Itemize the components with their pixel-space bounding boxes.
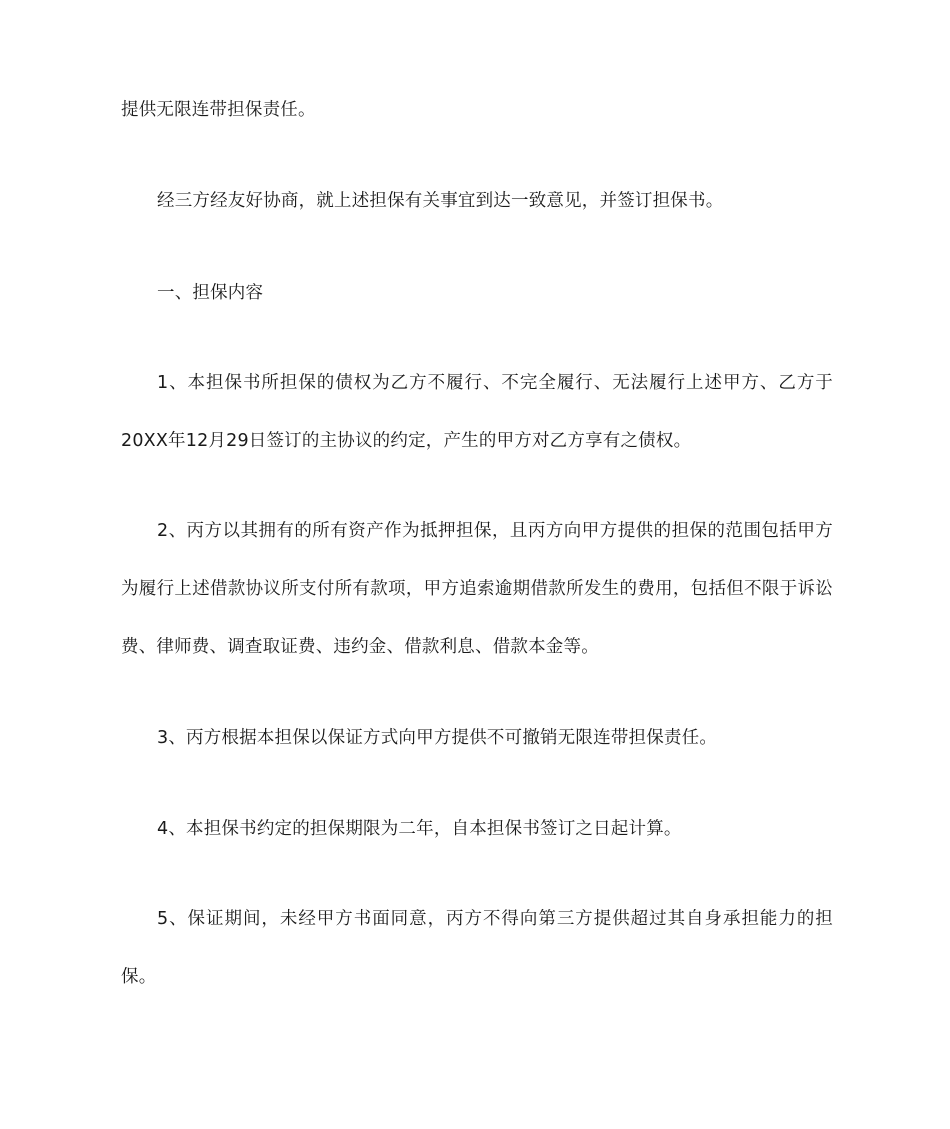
paragraph-agreement: 经三方经友好协商，就上述担保有关事宜到达一致意见，并签订担保书。 <box>157 191 724 211</box>
clause-2: 2、丙方以其拥有的所有资产作为抵押担保，且丙方向甲方提供的担保的范围包括甲方为履行上述借款协议所支付所有款项，甲方追索逾期借款所发生的费用，包括但不限于诉讼费、律师费、调查取证费、违约金、借款利息、借款本金等。 <box>121 521 833 657</box>
clause-3: 3、丙方根据本担保以保证方式向甲方提供不可撤销无限连带担保责任。 <box>157 728 718 748</box>
section-heading-guarantee-content: 一、担保内容 <box>157 283 264 303</box>
clause-1: 1、本担保书所担保的债权为乙方不履行、不完全履行、无法履行上述甲方、乙方于20XX年12月29日签订的主协议的约定，产生的甲方对乙方享有之债权。 <box>121 373 833 451</box>
clause-4: 4、本担保书约定的担保期限为二年，自本担保书签订之日起计算。 <box>157 819 682 839</box>
clause-5: 5、保证期间，未经甲方书面同意，丙方不得向第三方提供超过其自身承担能力的担保。 <box>121 909 833 987</box>
paragraph-continuation: 提供无限连带担保责任。 <box>121 100 316 120</box>
